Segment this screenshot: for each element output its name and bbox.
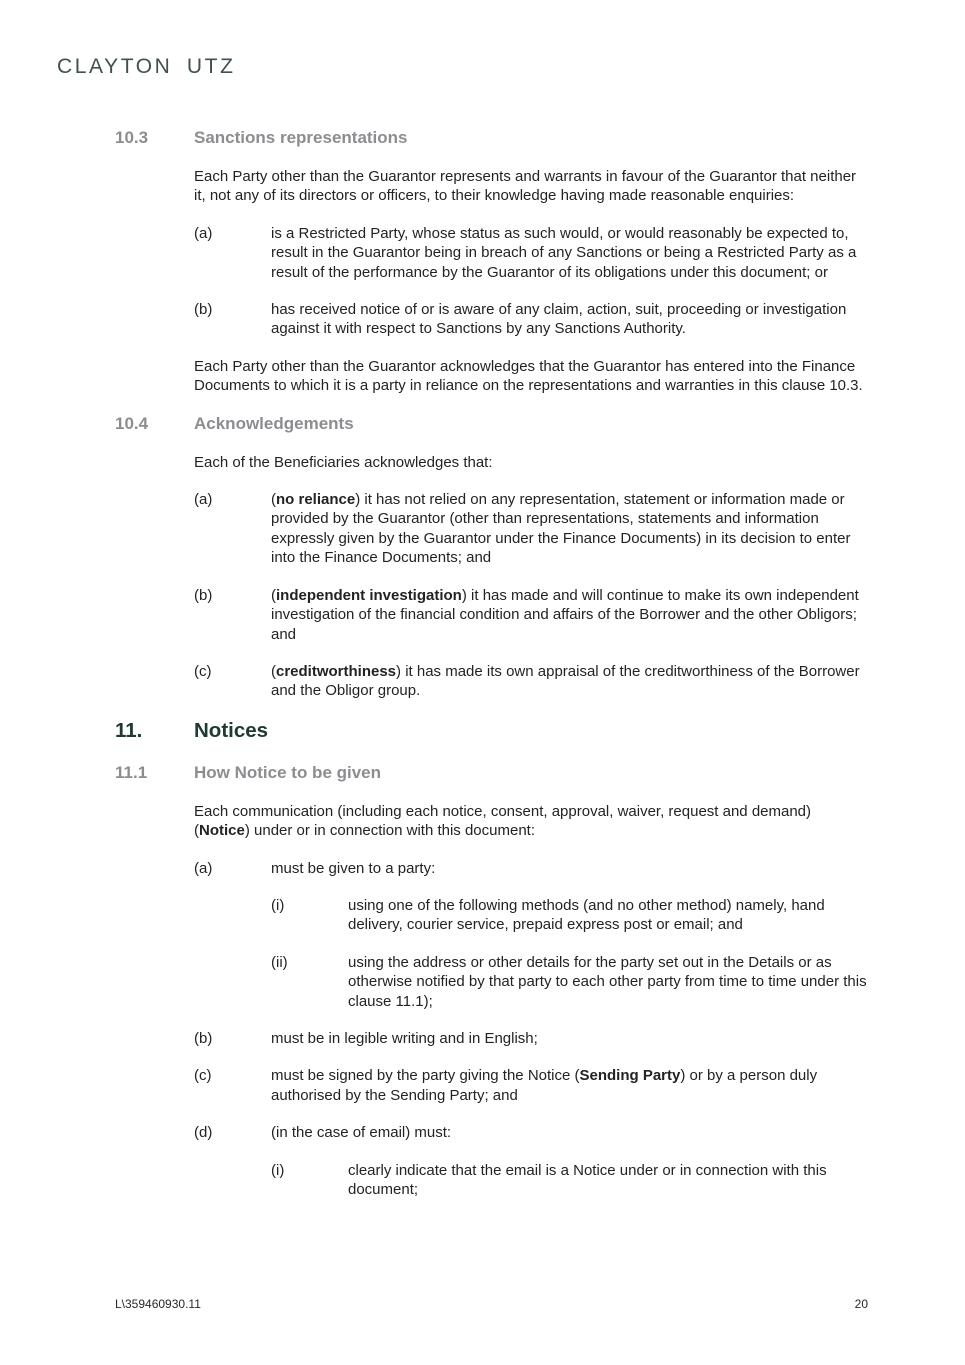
item-text-run: Each communication (including each notice, consent, approval, waiver, request and demand) (: [194, 802, 812, 840]
item-text-run: (: [271, 491, 276, 509]
item-text-run: ) it has made its own appraisal of the creditworthiness of the Borrower and the Obligor group.: [271, 662, 860, 700]
item-marker: (i): [271, 896, 285, 914]
item-marker: (a): [194, 224, 213, 242]
section-title: Notices: [194, 718, 269, 742]
item-text-run: (: [271, 662, 276, 680]
item-text-run: ) under or in connection with this document:: [244, 822, 535, 840]
list-item-11-1-a: [194, 859, 870, 1011]
item-marker: (c): [194, 1067, 212, 1085]
list-item-10-3-a: [194, 224, 870, 282]
item-text: [271, 586, 870, 644]
paragraph-10-3-intro: Each Party other than the Guarantor represents and warrants in favour of the Guarantor that neither it, not any of its directors or officers, to their knowledge having made reasonable enquiries:: [194, 168, 857, 205]
item-text-run: using one of the following methods (and no other method) namely, hand delivery, courier service, prepaid express post or email; and: [348, 896, 825, 934]
item-text-run: must be in legible writing and in English;: [271, 1029, 538, 1047]
item-text: [271, 1066, 870, 1105]
item-marker: (i): [271, 1161, 285, 1179]
item-text-run: ) it has not relied on any representation, statement or information made or provided by the Guarantor (other than representations, statements and information expressly given by the Guarantor under the Finance Documents) in its decision to enter into the Finance Documents; and: [271, 491, 851, 567]
item-marker: (b): [194, 1029, 213, 1047]
clause-number: 10.3: [115, 128, 149, 147]
item-text-run: is a Restricted Party, whose status as such would, or would reasonably be expected to, result in the Guarantor being in breach of any Sanctions or being a Restricted Party as a result of the performance by the Guarantor of its obligations under this document; or: [271, 224, 857, 281]
item-text-run: ) it has made and will continue to make its own independent investigation of the financial condition and affairs of the Borrower and the other Obligors; and: [271, 586, 859, 643]
bold-term: Sending Party: [579, 1067, 681, 1085]
item-marker: (ii): [271, 953, 288, 971]
clause-heading-10-3: [115, 128, 870, 148]
item-text-run: (in the case of email) must:: [271, 1124, 452, 1142]
clause-title: Acknowledgements: [194, 413, 354, 433]
item-text: [271, 662, 870, 701]
item-text: [271, 1123, 870, 1199]
item-text: [271, 300, 870, 339]
item-text-run: must be signed by the party giving the Notice (: [271, 1067, 580, 1085]
paragraph-11-1-intro: [194, 802, 870, 841]
clayton-utz-logo: CLAYTON UTZ: [57, 55, 236, 78]
bold-term: Notice: [199, 822, 245, 840]
list-item-11-1-d: [194, 1123, 870, 1199]
paragraph-10-3-outro: Each Party other than the Guarantor acknowledges that the Guarantor has entered into the Finance Documents to which it is a party in reliance on the representations and warranties in this clause 10.3.: [194, 357, 863, 395]
item-text: [271, 224, 870, 282]
item-text: [271, 490, 870, 568]
clause-heading-11-1: [115, 763, 870, 783]
clause-number: 10.4: [115, 413, 149, 433]
clause-number: 11.1: [115, 762, 148, 782]
item-marker: (b): [194, 586, 213, 604]
page-number: 20: [854, 1297, 868, 1311]
item-text-run: ) or by a person duly authorised by the Sending Party; and: [271, 1067, 818, 1104]
item-marker: (a): [194, 859, 213, 877]
item-text-run: must be given to a party:: [271, 859, 436, 877]
item-text-run: (: [271, 586, 276, 604]
paragraph-10-4-intro: Each of the Beneficiaries acknowledges that:: [194, 453, 493, 471]
section-heading-11: [115, 719, 870, 743]
list-item-10-3-b: [194, 300, 870, 339]
section-number: 11.: [115, 718, 143, 742]
item-marker: (c): [194, 662, 212, 680]
document-content: [115, 128, 870, 1217]
sub-item-11-1-a-ii: [271, 953, 870, 1011]
list-item-10-4-c: [194, 662, 870, 701]
sub-item-11-1-d-i: [271, 1161, 870, 1200]
item-text-run: using the address or other details for the party set out in the Details or as otherwise notified by that party to each other party from time to time under this clause 11.1);: [348, 953, 867, 1010]
item-text: [271, 859, 870, 1011]
sub-item-11-1-a-i: [271, 896, 870, 935]
bold-term: creditworthiness: [276, 662, 397, 680]
bold-term: independent investigation: [276, 586, 462, 604]
bold-term: no reliance: [276, 491, 356, 509]
list-item-10-4-a: [194, 490, 870, 568]
clause-title: Sanctions representations: [194, 128, 408, 147]
page-footer: [115, 1297, 868, 1312]
doc-reference: L\359460930.11: [115, 1297, 201, 1311]
item-text-run: clearly indicate that the email is a Notice under or in connection with this document;: [348, 1161, 827, 1198]
clause-title: How Notice to be given: [194, 762, 382, 782]
item-marker: (d): [194, 1124, 213, 1142]
list-item-10-4-b: [194, 586, 870, 644]
list-item-11-1-b: [194, 1029, 870, 1048]
item-marker: (a): [194, 491, 213, 509]
item-text: [271, 1029, 870, 1048]
clause-heading-10-4: [115, 414, 870, 434]
item-marker: (b): [194, 301, 213, 319]
list-item-11-1-c: [194, 1066, 870, 1105]
item-text-run: has received notice of or is aware of any claim, action, suit, proceeding or investigation against it with respect to Sanctions by any Sanctions Authority.: [271, 301, 847, 338]
